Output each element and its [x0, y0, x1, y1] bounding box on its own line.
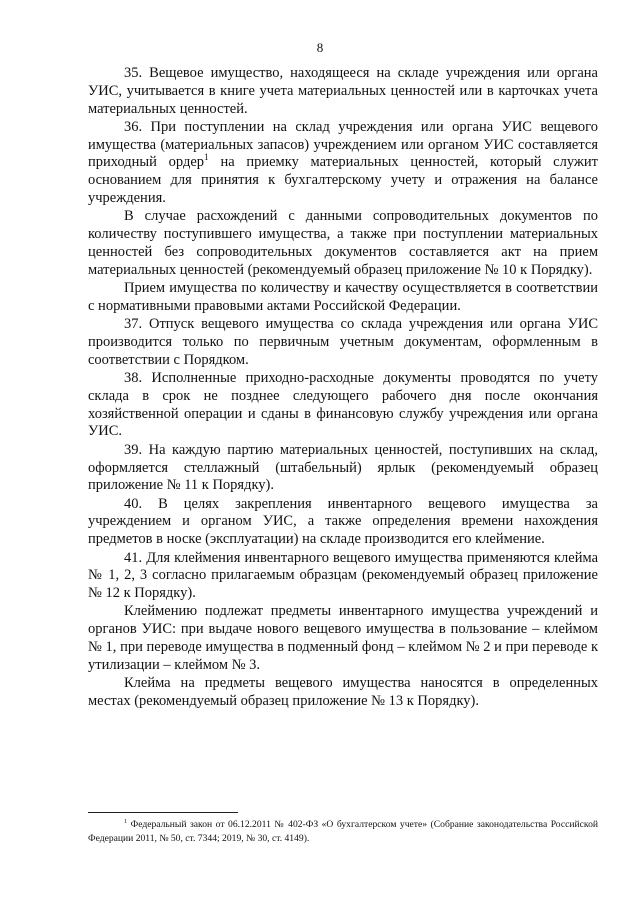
footnote [88, 818, 598, 845]
footnote-reference: 1 [204, 153, 209, 164]
paragraph [88, 119, 598, 208]
document-body [88, 65, 598, 711]
paragraph-text: 41. Для клеймения инвентарного вещевого имущества применяются клейма № 1, 2, 3 согласно прилагаемым образцам (рекомендуемый образец приложение № 12 к Порядку). [88, 549, 598, 602]
paragraph-text: 35. Вещевое имущество, находящееся на складе учреждения или органа УИС, учитывается в книге учета материальных ценностей или в карточках учета материальных ценностей. [88, 65, 598, 117]
paragraph [88, 316, 598, 369]
paragraph [88, 65, 598, 118]
paragraph-text: Клейма на предметы вещевого имущества наносятся в определенных местах (рекомендуемый образец приложение № 13 к Порядку). [88, 675, 598, 709]
paragraph [88, 603, 598, 674]
paragraph-text: 36. При поступлении на склад учреждения или органа УИС вещевого имущества (материальных запасов) учреждением или органом УИС составляется приходный ордер [88, 118, 598, 171]
paragraph [88, 550, 598, 603]
paragraph [88, 208, 598, 279]
paragraph-text: 40. В целях закрепления инвентарного вещевого имущества за учреждением и органом УИС, а также определения времени нахождения предметов в носке (эксплуатации) на складе производится его клеймение. [88, 495, 598, 548]
paragraph-text: Клеймению подлежат предметы инвентарного имущества учреждений и органов УИС: при выдаче нового вещевого имущества в пользование – клеймом № 1, при переводе имущества в подменный фонд – клеймом № 2 и при переводе к утилизации – клеймом № 3. [88, 603, 598, 673]
paragraph-text: 39. На каждую партию материальных ценностей, поступивших на склад, оформляется стеллажный (штабельный) ярлык (рекомендуемый образец приложение № 11 к Порядку). [88, 441, 598, 494]
paragraph [88, 370, 598, 441]
paragraph-text: 37. Отпуск вещевого имущества со склада учреждения или органа УИС производится только по первичным учетным документам, оформленным в соответствии с Порядком. [88, 316, 598, 368]
paragraph-text: на приемку материальных ценностей, который служит основанием для принятия к бухгалтерскому учету и отражения на балансе учреждения. [88, 154, 599, 207]
paragraph-text: Прием имущества по количеству и качеству осуществляется в соответствии с нормативными правовыми актами Российской Федерации. [88, 280, 598, 314]
page-number: 8 [316, 40, 324, 55]
paragraph [88, 280, 598, 316]
footnote-divider [88, 812, 238, 813]
paragraph [88, 496, 598, 549]
paragraph-text: 38. Исполненные приходно-расходные документы проводятся по учету склада в срок не позднее следующего рабочего дня после окончания хозяйственной операции и сданы в финансовую службу учреждения или органа УИС. [88, 370, 598, 440]
footnote-text: Федеральный закон от 06.12.2011 № 402-ФЗ «О бухгалтерском учете» (Собрание законодательства Российской Федерации 2011, № 50, ст. 7344; 2019, № 30, ст. 4149). [88, 819, 598, 844]
paragraph-text: В случае расхождений с данными сопроводительных документов по количеству поступившего имущества, а также при поступлении материальных ценностей без сопроводительных документов составляется акт на прием материальных ценностей (рекомендуемый образец приложение № 10 к Порядку). [88, 208, 598, 278]
paragraph [88, 442, 598, 495]
paragraph [88, 675, 598, 711]
footnote-marker: 1 [124, 817, 128, 825]
